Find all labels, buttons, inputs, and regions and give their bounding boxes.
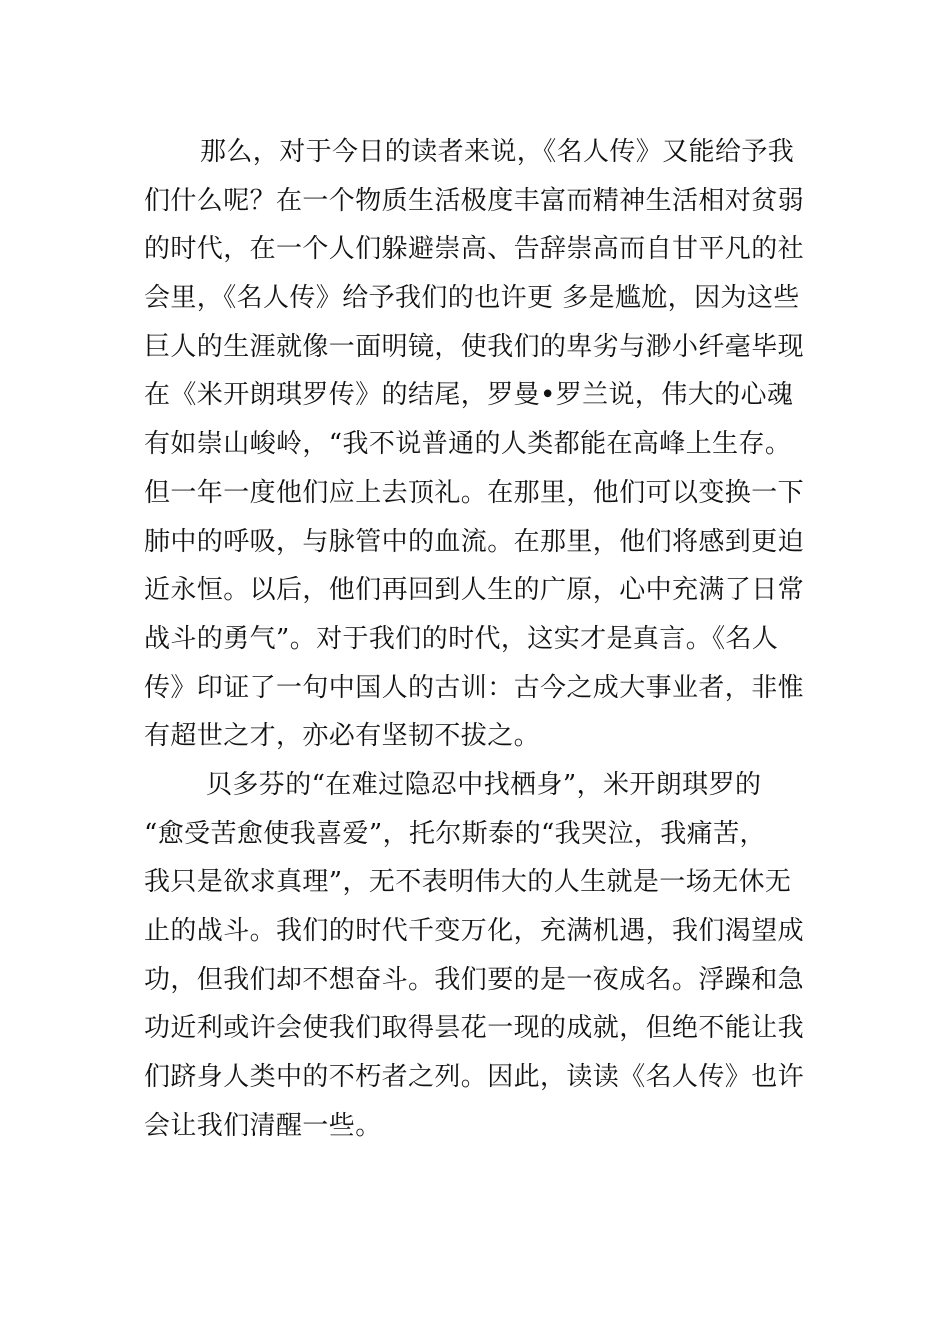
text-line: 巨人的生涯就像一面明镜，使我们的卑劣与渺小纤毫毕现 — [144, 331, 805, 362]
text-line: 在《米开朗琪罗传》的结尾，罗曼•罗兰说，伟大的心魂 — [144, 380, 794, 411]
body-text — [144, 128, 814, 1150]
text-line: 但一年一度他们应上去顶礼。在那里，他们可以变换一下 — [144, 477, 805, 508]
text-line: 那么，对于今日的读者来说，《名人传》又能给予我 — [200, 137, 795, 167]
text-line: 止的战斗。我们的时代千变万化，充满机遇，我们渴望成 — [144, 916, 805, 946]
text-line: 功，但我们却不想奋斗。我们要的是一夜成名。浮躁和急 — [144, 964, 805, 995]
text-line: 会让我们清醒一些。 — [144, 1110, 382, 1141]
text-line: 我只是欲求真理”，无不表明伟大的人生就是一场无休无 — [144, 867, 792, 898]
paragraph-2 — [144, 761, 814, 1151]
text-line: 战斗的勇气”。对于我们的时代，这实才是真言。《名人 — [144, 623, 779, 654]
text-line: 有超世之才，亦必有坚韧不拔之。 — [144, 721, 541, 752]
text-line: 的时代，在一个人们躲避崇高、告辞崇高而自甘平凡的社 — [144, 234, 805, 265]
text-line: 功近利或许会使我们取得昙花一现的成就，但绝不能让我 — [144, 1013, 805, 1044]
paragraph-1 — [144, 128, 814, 761]
text-line: 近永恒。以后，他们再回到人生的广原，心中充满了日常 — [144, 575, 805, 606]
text-line: 会里，《名人传》给予我们的也许更 多是尴尬，因为这些 — [144, 283, 800, 314]
text-line: 传》印证了一句中国人的古训：古今之成大事业者，非惟 — [144, 672, 805, 703]
text-line: “愈受苦愈使我喜爱”，托尔斯泰的“我哭泣，我痛苦， — [144, 818, 766, 849]
text-line: 贝多芬的“在难过隐忍中找栖身”，米开朗琪罗的 — [206, 769, 762, 800]
text-line: 有如崇山峻岭，“我不说普通的人类都能在高峰上生存。 — [144, 429, 792, 460]
text-line: 们什么呢？在一个物质生活极度丰富而精神生活相对贫弱 — [144, 185, 805, 216]
text-line: 们跻身人类中的不朽者之列。因此，读读《名人传》也许 — [144, 1062, 805, 1093]
text-line: 肺中的呼吸，与脉管中的血流。在那里，他们将感到更迫 — [144, 526, 805, 557]
